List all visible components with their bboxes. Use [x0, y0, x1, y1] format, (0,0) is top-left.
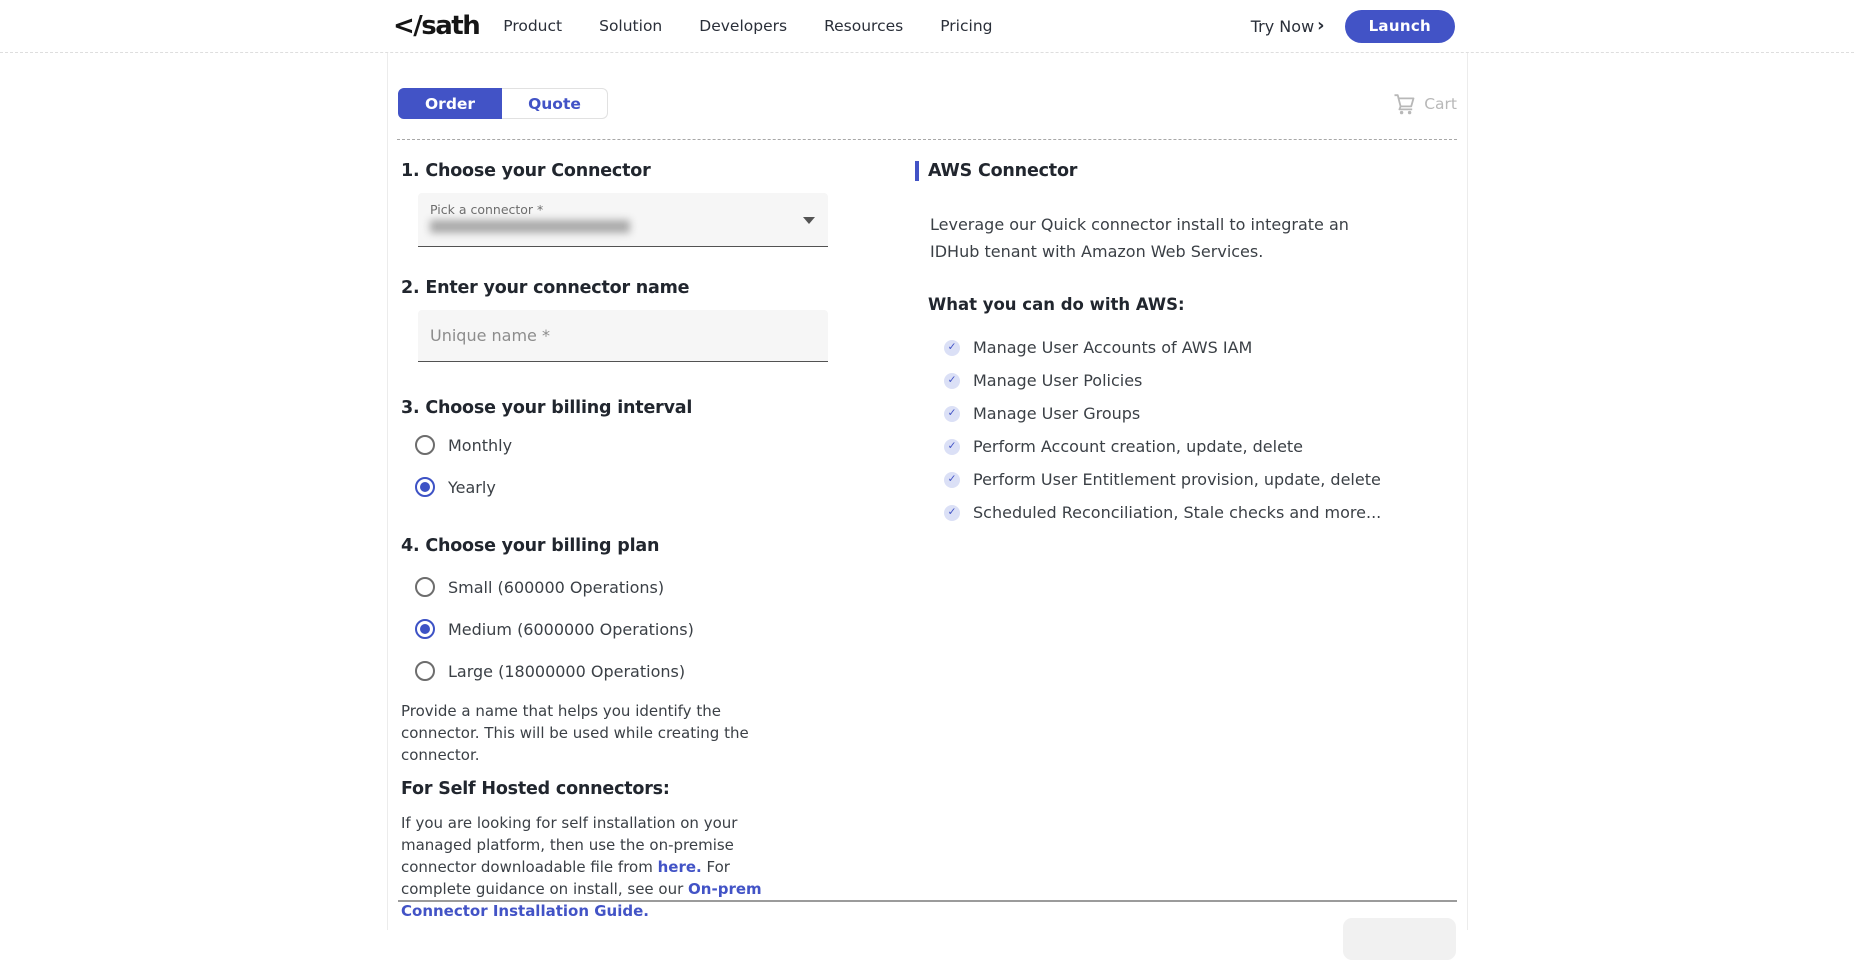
billing-interval-group	[398, 424, 870, 508]
download-here-link[interactable]: here.	[657, 858, 702, 876]
nav-item-pricing[interactable]: Pricing	[940, 17, 993, 35]
onprem-guide-link[interactable]: On-prem Connector Installation Guide.	[401, 880, 762, 920]
feature-item: ✓ Manage User Groups	[944, 397, 1467, 430]
check-icon: ✓	[944, 340, 960, 356]
check-icon: ✓	[944, 505, 960, 521]
radio-plan-large[interactable]: Large (18000000 Operations)	[415, 650, 870, 692]
radio-plan-medium[interactable]: Medium (6000000 Operations)	[415, 608, 870, 650]
nav-item-developers[interactable]: Developers	[699, 17, 788, 35]
feature-item: ✓ Perform Account creation, update, delete	[944, 430, 1467, 463]
connector-selected-value-redacted	[430, 220, 630, 233]
step2-heading: 2. Enter your connector name	[401, 278, 690, 298]
feature-item: ✓ Manage User Accounts of AWS IAM	[944, 331, 1467, 364]
radio-monthly[interactable]: Monthly	[415, 424, 870, 466]
radio-circle-icon	[415, 435, 435, 455]
order-toolbar	[398, 88, 1457, 119]
connector-details	[915, 161, 1467, 922]
order-quote-toggle	[398, 88, 608, 119]
self-hosted-heading: For Self Hosted connectors:	[401, 779, 670, 799]
connector-title: AWS Connector	[928, 161, 1078, 181]
check-icon: ✓	[944, 439, 960, 455]
nav-item-solution[interactable]: Solution	[599, 17, 663, 35]
feature-item: ✓ Perform User Entitlement provision, update, delete	[944, 463, 1467, 496]
main-nav	[503, 17, 992, 35]
header-inner	[388, 0, 1467, 52]
try-now-link[interactable]	[1251, 17, 1325, 36]
feature-list	[944, 331, 1467, 529]
header-actions	[1251, 10, 1455, 43]
chevron-right-icon: ›	[1317, 15, 1325, 36]
self-hosted-text	[401, 812, 775, 922]
check-icon: ✓	[944, 472, 960, 488]
check-icon: ✓	[944, 373, 960, 389]
tab-order[interactable]: Order	[398, 88, 502, 119]
site-header	[0, 0, 1854, 53]
step1-heading: 1. Choose your Connector	[401, 161, 651, 181]
features-heading: What you can do with AWS:	[928, 295, 1185, 314]
radio-circle-icon	[415, 577, 435, 597]
feature-item: ✓ Scheduled Reconciliation, Stale checks and more...	[944, 496, 1467, 529]
launch-button[interactable]: Launch	[1345, 10, 1455, 43]
connector-name-input[interactable]	[418, 310, 828, 362]
nav-item-resources[interactable]: Resources	[824, 17, 904, 35]
content-right-border	[1467, 0, 1468, 930]
feature-item: ✓ Manage User Policies	[944, 364, 1467, 397]
cart-button[interactable]	[1393, 93, 1457, 115]
main-content	[398, 161, 1467, 922]
tab-quote[interactable]: Quote	[502, 88, 608, 119]
step4-heading: 4. Choose your billing plan	[401, 536, 660, 556]
connector-description: Leverage our Quick connector install to integrate an IDHub tenant with Amazon Web Services.	[930, 215, 1349, 261]
connector-select-label: Pick a connector *	[430, 202, 544, 217]
radio-circle-icon	[415, 619, 435, 639]
try-now-label: Try Now	[1250, 16, 1315, 36]
billing-plan-group	[398, 566, 870, 692]
self-hosted-text-part1: If you are looking for self installation on your managed platform, then use the on-premise connector downloadable file from	[401, 814, 738, 876]
cart-icon	[1393, 93, 1417, 115]
toolbar-separator	[397, 139, 1457, 140]
sath-logo[interactable]: </sath	[393, 11, 480, 41]
check-icon: ✓	[944, 406, 960, 422]
detail-title-row	[915, 161, 1467, 181]
radio-circle-icon	[415, 477, 435, 497]
dropdown-caret-icon	[803, 217, 815, 224]
self-hosted-text-part2: For complete guidance on install, see our	[401, 858, 730, 898]
bottom-action-button[interactable]	[1343, 918, 1456, 960]
title-accent-bar	[915, 161, 919, 181]
radio-yearly[interactable]: Yearly	[415, 466, 870, 508]
content-left-border	[387, 0, 388, 930]
step3-heading: 3. Choose your billing interval	[401, 398, 693, 418]
connector-name-help: Provide a name that helps you identify the connector. This will be used while creating the connector.	[401, 702, 749, 764]
cart-label: Cart	[1424, 94, 1457, 113]
nav-item-product[interactable]: Product	[503, 17, 563, 35]
order-form	[398, 161, 870, 922]
radio-plan-small[interactable]: Small (600000 Operations)	[415, 566, 870, 608]
bottom-divider	[398, 900, 1457, 902]
radio-circle-icon	[415, 661, 435, 681]
connector-select[interactable]	[418, 193, 828, 247]
